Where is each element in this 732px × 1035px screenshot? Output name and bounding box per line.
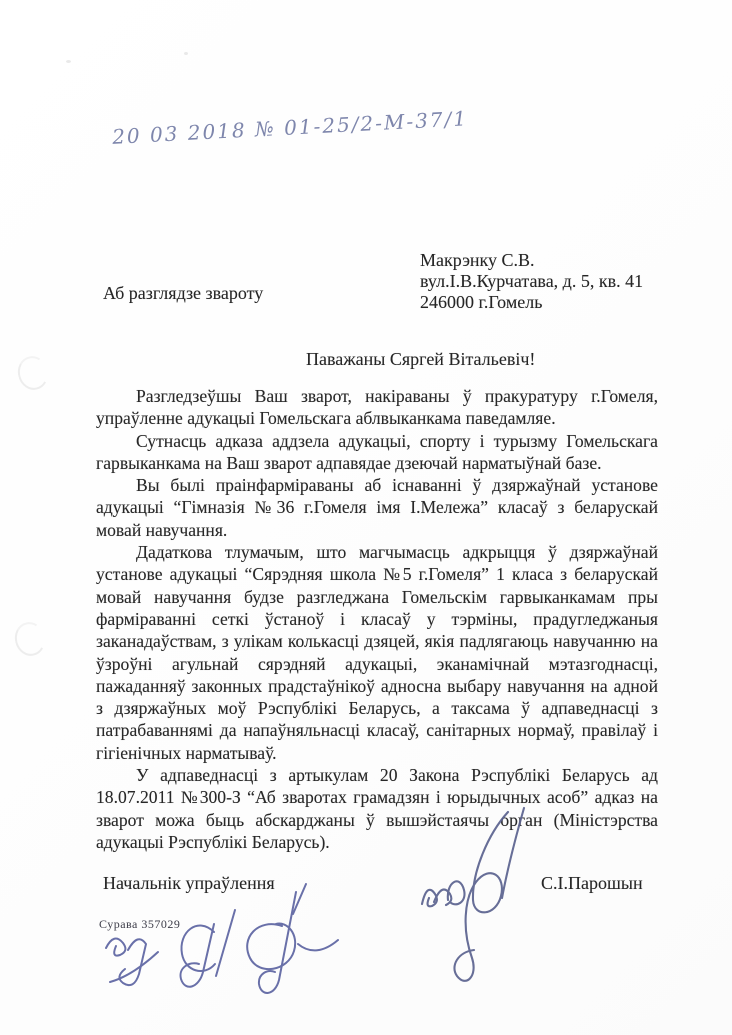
paragraph: Разгледзеўшы Ваш зварот, накіраваны ў пракуратуру г.Гомеля, упраўленне адукацыі Гомельскага аблвыканкама паведамляе.	[96, 386, 658, 429]
recipient-name: Макрэнку С.В.	[420, 250, 535, 270]
paragraph: Вы былі праінфарміраваны аб існаванні ў дзяржаўнай установе адукацыі “Гімназія №36 г.Гомеля імя І.Мележа” класаў з беларускай мовай навучання.	[96, 475, 658, 540]
recipient-block	[420, 250, 643, 313]
initials-scribbles-icon	[92, 882, 357, 1017]
signature-icon	[412, 806, 552, 996]
scan-speckle	[66, 60, 71, 63]
punch-hole-artifact	[14, 353, 51, 393]
signer-position-title: Начальнік упраўлення	[103, 873, 275, 893]
paragraph: Сутнасць адказа аддзела адукацыі, спорту і турызму Гомельскага гарвыканкама на Ваш зварот адпавядае дзеючай нарматыўнай базе.	[96, 430, 658, 473]
paragraph: Дадаткова тлумачым, што магчымасць адкрыцця ў дзяржаўнай установе адукацыі “Сярэдняя школа №5 г.Гомеля” 1 класа з беларускай мовай навучання будзе разгледжана Гомельскім гарвыканкамам пры фарміраванні сеткі ўстаноў і класаў у тэрміны, прадугледжаныя заканадаўствам, з улікам колькасці дзяцей, якія падлягаюць навучанню на ўзроўні агульнай сярэдняй адукацыі, эканамічнай мэтазгоднасці, пажаданняў законных прадстаўнікоў адносна выбару навучання на адной з дзяржаўных моў Рэспублікі Беларусь, а таксама ў адпаведнасці з патрабаваннямі да напаўняльнасці класаў, санітарных нормаў, правілаў і гігіенічных нарматываў.	[96, 542, 658, 763]
recipient-city: 246000 г.Гомель	[420, 292, 543, 312]
print-note: Сурава 357029	[99, 917, 181, 931]
salutation: Паважаны Сяргей Вітальевіч!	[306, 349, 536, 369]
letter-body	[96, 385, 658, 853]
scan-speckle	[184, 52, 188, 55]
subject-line: Аб разглядзе звароту	[103, 283, 264, 303]
signer-name: С.І.Парошын	[541, 873, 643, 893]
handwritten-reference-number: 20 03 2018 № 01-25/2-М-37/1	[111, 106, 469, 149]
recipient-address: вул.І.В.Курчатава, д. 5, кв. 41	[420, 271, 644, 291]
paragraph: У адпаведнасці з артыкулам 20 Закона Рэспублікі Беларусь ад 18.07.2011 №300-З “Аб зваротах грамадзян і юрыдычных асоб” адказ на зварот можа быць абскарджаны ў вышэйстаячы орган (Міністэрства адукацыі Рэспублікі Беларусь).	[96, 765, 658, 852]
punch-hole-artifact	[11, 619, 48, 659]
